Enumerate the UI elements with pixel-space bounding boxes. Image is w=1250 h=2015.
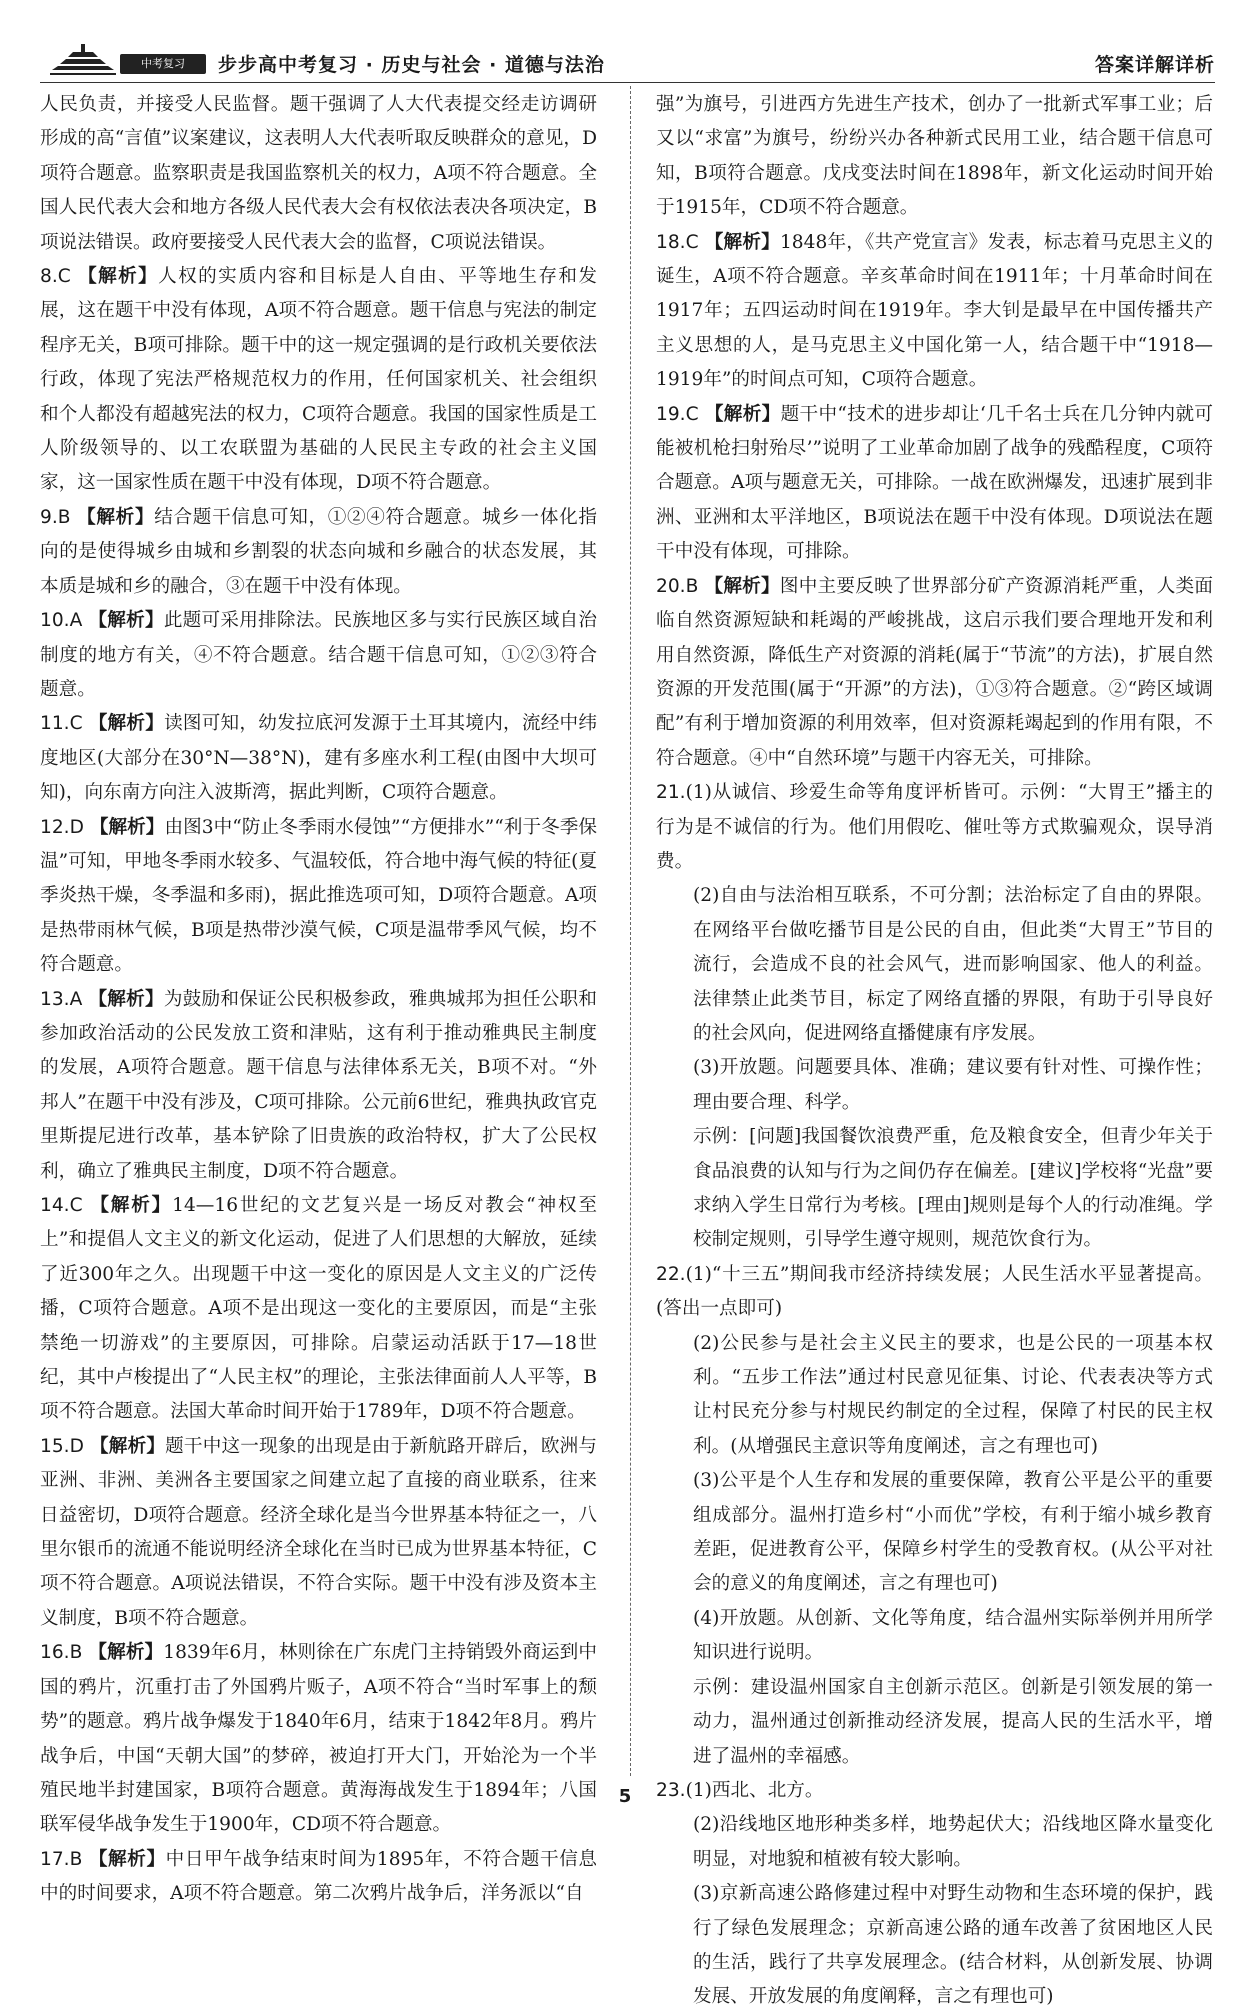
question-number: 14.C xyxy=(40,1195,83,1216)
answer-paragraph xyxy=(656,570,1213,776)
answer-paragraph xyxy=(656,226,1213,398)
answer-text: 由图3中“防止冬季雨水侵蚀”“方便排水”“利于冬季保温”可知，甲地冬季雨水较多、气温较低，符合地中海气候的特征(夏季炎热干燥，冬季温和多雨)，据此推选项可知，D项符合题意。A项是热带雨林气候，B项是热带沙漠气候，C项是温带季风气候，均不符合题意。 xyxy=(40,816,597,976)
question-number: 15.D xyxy=(40,1435,84,1457)
page-number: 5 xyxy=(618,1786,632,1807)
answer-text: 题干中这一现象的出现是由于新航路开辟后，欧洲与亚洲、非洲、美洲各主要国家之间建立起了直接的商业联系，往来日益密切，D项符合题意。经济全球化是当今世界基本特征之一，八里尔银币的流通不能说明经济全球化在当时已成为世界基本特征，C项不符合题意。A项说法错误，不符合实际。题干中没有涉及资本主义制度，B项不符合题意。 xyxy=(40,1435,597,1629)
pagoda-icon xyxy=(48,40,118,76)
answer-text: (1)西北、北方。 xyxy=(685,1779,824,1801)
answer-paragraph xyxy=(656,1120,1213,1258)
page-header xyxy=(40,38,1215,82)
answer-paragraph xyxy=(40,1843,597,1912)
answer-paragraph xyxy=(656,88,1213,226)
header-rule xyxy=(40,82,1215,83)
question-number: 16.B xyxy=(40,1642,83,1664)
answer-paragraph xyxy=(656,879,1213,1051)
answer-text: 人权的实质内容和目标是人自由、平等地生存和发展，这在题干中没有体现，A项不符合题意。题干信息与宪法的制定程序无关，B项可排除。题干中的这一规定强调的是行政机关要依法行政，体现了宪法严格规范权力的作用，任何国家机关、社会组织和个人都没有超越宪法的权力，C项符合题意。我国的国家性质是工人阶级领导的、以工农联盟为基础的人民民主专政的社会主义国家，这一国家性质在题干中没有体现，D项不符合题意。 xyxy=(40,266,597,494)
answer-text: (2)沿线地区地形种类多样，地势起伏大；沿线地区降水量变化明显，对地貌和植被有较大影响。 xyxy=(693,1814,1213,1870)
question-number: 11.C xyxy=(40,713,83,735)
analysis-label: 【解析】 xyxy=(88,988,164,1010)
answer-paragraph xyxy=(40,983,597,1189)
answer-text: 中日甲午战争结束时间为1895年，不符合题干信息中的时间要求，A项不符合题意。第二次鸦片战争后，洋务派以“自 xyxy=(40,1848,597,1905)
answer-text: (3)开放题。问题要具体、准确；建议要有针对性、可操作性；理由要合理、科学。 xyxy=(693,1057,1213,1113)
question-number: 10.A xyxy=(40,610,83,632)
analysis-label: 【解析】 xyxy=(89,816,165,838)
answer-paragraph xyxy=(656,1671,1213,1774)
answer-paragraph xyxy=(656,776,1213,879)
answer-text: 图中主要反映了世界部分矿产资源消耗严重，人类面临自然资源短缺和耗竭的严峻挑战，这启示我们要合理地开发和利用自然资源，降低生产对资源的消耗(属于“节流”的方法)，扩展自然资源的开发范围(属于“开源”的方法)，①③符合题意。②“跨区域调配”有利于增加资源的利用效率，但对资源耗竭起到的作用有限，不符合题意。④中“自然环境”与题干内容无关，可排除。 xyxy=(656,575,1213,769)
answer-paragraph xyxy=(656,1808,1213,1877)
answer-text: 人民负责，并接受人民监督。题干强调了人大代表提交经走访调研形成的高“言值”议案建议，这表明人大代表听取反映群众的意见，D项符合题意。监察职责是我国监察机关的权力，A项不符合题意。全国人民代表大会和地方各级人民代表大会有权依法表决各项决定，B项说法错误。政府要接受人民代表大会的监督，C项说法错误。 xyxy=(40,94,597,253)
answer-text: (1)“十三五”期间我市经济持续发展；人民生活水平显著提高。(答出一点即可) xyxy=(656,1263,1213,1320)
answer-paragraph xyxy=(656,1258,1213,1327)
answer-paragraph xyxy=(40,811,597,983)
analysis-label: 【解析】 xyxy=(88,1848,166,1870)
analysis-label: 【解析】 xyxy=(77,506,155,528)
answer-text: 1848年，《共产党宣言》发表，标志着马克思主义的诞生，A项不符合题意。辛亥革命时间在1911年；十月革命时间在1917年；五四运动时间在1919年。李大钊是最早在中国传播共产主义思想的人，是马克思主义中国化第一人，结合题干中“1918—1919年”的时间点可知，C项符合题意。 xyxy=(656,231,1213,391)
answer-text: 1839年6月，林则徐在广东虎门主持销毁外商运到中国的鸦片，沉重打击了外国鸦片贩子，A项不符合“当时军事上的颓势”的题意。鸦片战争爆发于1840年6月，结束于1842年8月。鸦片战争后，中国“天朝大国”的梦碎，被迫打开大门，开始沦为一个半殖民地半封建国家，B项符合题意。黄海海战发生于1894年；八国联军侵华战争发生于1900年，CD项不符合题意。 xyxy=(40,1642,597,1836)
answer-text: (2)公民参与是社会主义民主的要求，也是公民的一项基本权利。“五步工作法”通过村民意见征集、讨论、代表表决等方式让村民充分参与村规民约制定的全过程，保障了村民的民主权利。(从增强民主意识等角度阐述，言之有理也可) xyxy=(693,1332,1213,1457)
answer-paragraph xyxy=(40,501,597,604)
answer-paragraph xyxy=(656,1464,1213,1602)
answer-paragraph xyxy=(656,1602,1213,1671)
answer-paragraph xyxy=(40,1430,597,1636)
answer-paragraph xyxy=(40,260,597,501)
book-logo xyxy=(48,40,208,76)
question-number: 21. xyxy=(656,782,686,804)
answer-text: 题干中“技术的进步却让‘几千名士兵在几分钟内就可能被机枪扫射殆尽’”说明了工业革命加剧了战争的残酷程度，C项符合题意。A项与题意无关，可排除。一战在欧洲爆发，迅速扩展到非洲、亚洲和太平洋地区，B项说法在题干中没有体现。D项说法在题干中没有体现，可排除。 xyxy=(656,403,1213,563)
answer-text: 此题可采用排除法。民族地区多与实行民族区域自治制度的地方有关，④不符合题意。结合题干信息可知，①②③符合题意。 xyxy=(40,610,597,700)
question-number: 20.B xyxy=(656,575,699,597)
answer-paragraph xyxy=(40,1636,597,1842)
answer-paragraph xyxy=(40,707,597,810)
question-number: 18.C xyxy=(656,231,699,253)
header-right-label: 答案详解详析 xyxy=(1094,54,1215,76)
answer-paragraph xyxy=(40,604,597,707)
analysis-label: 【解析】 xyxy=(78,266,159,288)
analysis-label: 【解析】 xyxy=(704,403,781,425)
brand-badge: 中考复习 xyxy=(120,54,206,74)
answer-text: (4)开放题。从创新、文化等角度，结合温州实际举例并用所学知识进行说明。 xyxy=(693,1607,1213,1664)
question-number: 13.A xyxy=(40,988,83,1010)
answer-text: 结合题干信息可知，①②④符合题意。城乡一体化指向的是使得城乡由城和乡割裂的状态向城和乡融合的状态发展，其本质是城和乡的融合，③在题干中没有体现。 xyxy=(40,506,597,597)
answer-text: 读图可知，幼发拉底河发源于土耳其境内，流经中纬度地区(大部分在30°N—38°N)，建有多座水利工程(由图中大坝可知)，向东南方向注入波斯湾，据此判断，C项符合题意。 xyxy=(40,713,597,804)
answer-text: 强”为旗号，引进西方先进生产技术，创办了一批新式军事工业；后又以“求富”为旗号，纷纷兴办各种新式民用工业，结合题干信息可知，B项符合题意。戊戌变法时间在1898年，新文化运动时间开始于1915年，CD项不符合题意。 xyxy=(656,94,1213,219)
question-number: 17.B xyxy=(40,1848,83,1870)
answer-text: 为鼓励和保证公民积极参政，雅典城邦为担任公职和参加政治活动的公民发放工资和津贴，这有利于推动雅典民主制度的发展，A项符合题意。题干信息与法律体系无关，B项不对。“外邦人”在题干中没有涉及，C项可排除。公元前6世纪，雅典执政官克里斯提尼进行改革，基本铲除了旧贵族的政治特权，扩大了公民权利，确立了雅典民主制度，D项不符合题意。 xyxy=(40,988,597,1182)
question-number: 22. xyxy=(656,1263,686,1285)
analysis-label: 【解析】 xyxy=(704,575,780,597)
answer-paragraph xyxy=(656,398,1213,570)
answer-text: 示例：[问题]我国餐饮浪费严重，危及粮食安全，但青少年关于食品浪费的认知与行为之间仍存在偏差。[建议]学校将“光盘”要求纳入学生日常行为考核。[理由]规则是每个人的行动准绳。学校制定规则，引导学生遵守规则，规范饮食行为。 xyxy=(693,1126,1213,1251)
question-number: 19.C xyxy=(656,403,699,425)
answer-text: 示例：建设温州国家自主创新示范区。创新是引领发展的第一动力，温州通过创新推动经济发展，提高人民的生活水平，增进了温州的幸福感。 xyxy=(693,1676,1213,1767)
column-separator xyxy=(630,86,631,1776)
answer-paragraph xyxy=(656,1327,1213,1465)
question-number: 12.D xyxy=(40,816,84,838)
answer-text: (3)公平是个人生存和发展的重要保障，教育公平是公平的重要组成部分。温州打造乡村“小而优”学校，有利于缩小城乡教育差距，促进教育公平，保障乡村学生的受教育权。(从公平对社会的意义的角度阐述，言之有理也可) xyxy=(693,1470,1213,1595)
analysis-label: 【解析】 xyxy=(704,231,780,253)
analysis-label: 【解析】 xyxy=(90,1435,166,1457)
question-number: 8.C xyxy=(40,266,71,288)
answer-paragraph xyxy=(656,1877,1213,2015)
answer-text: (3)京新高速公路修建过程中对野生动物和生态环境的保护，践行了绿色发展理念；京新高速公路的通车改善了贫困地区人民的生活，践行了共享发展理念。(结合材料，从创新发展、协调发展、开放发展的角度阐释，言之有理也可) xyxy=(693,1883,1213,2008)
answer-paragraph xyxy=(40,1189,597,1430)
analysis-label: 【解析】 xyxy=(88,713,165,735)
analysis-label: 【解析】 xyxy=(88,1642,164,1664)
answer-paragraph xyxy=(40,88,597,260)
question-number: 23. xyxy=(656,1779,686,1801)
question-number: 9.B xyxy=(40,506,71,528)
answer-paragraph xyxy=(656,1051,1213,1120)
right-column xyxy=(656,88,1213,2015)
analysis-label: 【解析】 xyxy=(90,1195,173,1216)
answer-text: (1)从诚信、珍爱生命等角度评析皆可。示例：“大胃王”播主的行为是不诚信的行为。他们用假吃、催吐等方式欺骗观众，误导消费。 xyxy=(656,782,1213,872)
header-title: 步步高中考复习 · 历史与社会 · 道德与法治 xyxy=(218,54,605,76)
answer-text: (2)自由与法治相互联系，不可分割；法治标定了自由的界限。在网络平台做吃播节目是公民的自由，但此类“大胃王”节目的流行，会造成不良的社会风气，进而影响国家、他人的利益。法律禁止此类节目，标定了网络直播的界限，有助于引导良好的社会风向，促进网络直播健康有序发展。 xyxy=(693,885,1213,1044)
answer-text: 14—16世纪的文艺复兴是一场反对教会“神权至上”和提倡人文主义的新文化运动，促进了人们思想的大解放，延续了近300年之久。出现题干中这一变化的原因是人文主义的广泛传播，C项符合题意。A项不是出现这一变化的主要原因，而是“主张禁绝一切游戏”的主要原因，可排除。启蒙运动活跃于17—18世纪，其中卢梭提出了“人民主权”的理论，主张法律面前人人平等，B项不符合题意。法国大革命时间开始于1789年，D项不符合题意。 xyxy=(40,1195,597,1423)
analysis-label: 【解析】 xyxy=(88,610,164,632)
left-column xyxy=(40,88,597,1912)
